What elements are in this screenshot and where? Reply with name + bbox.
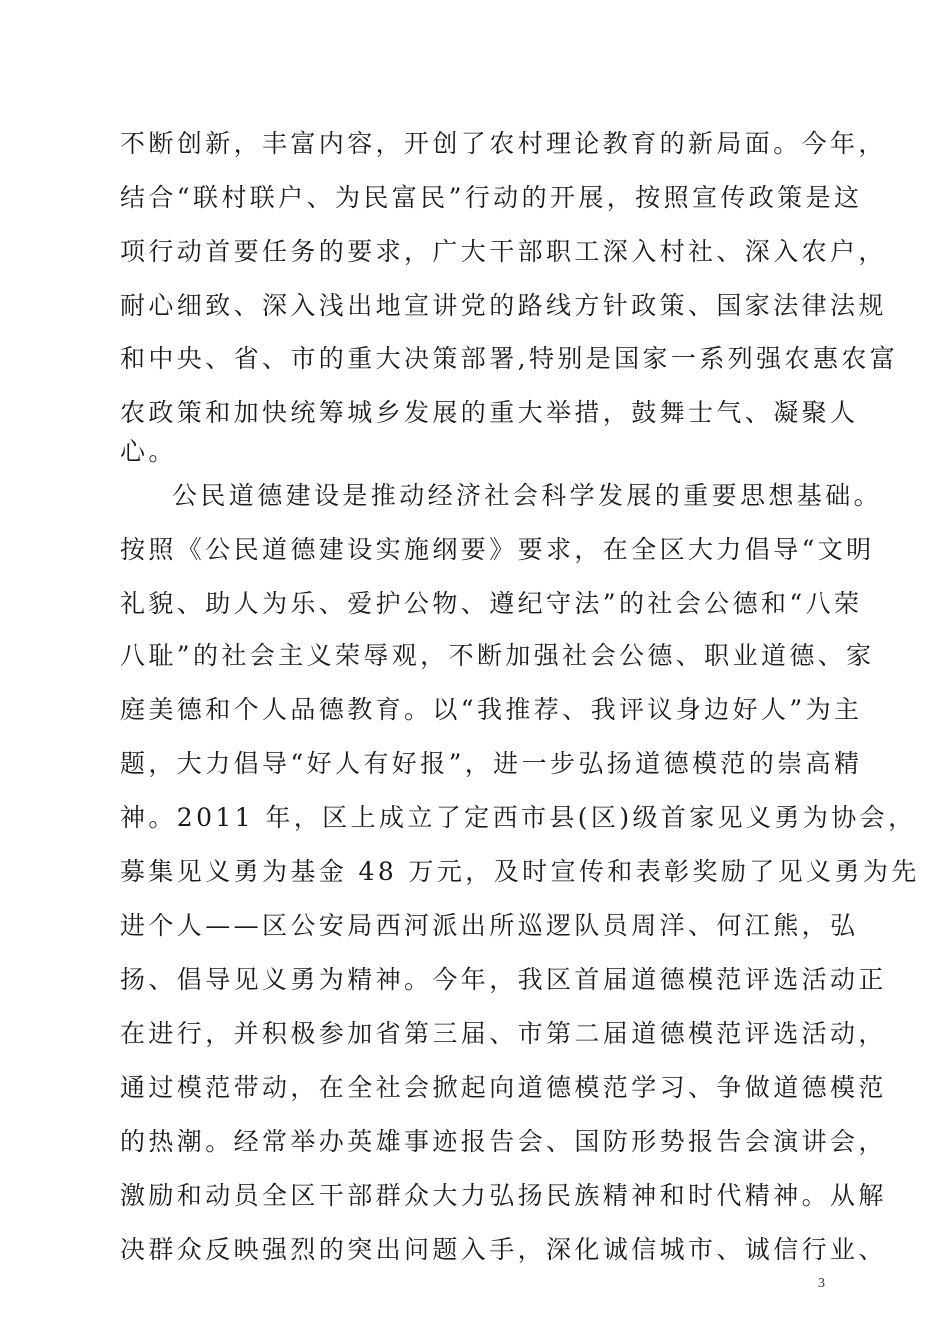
body-line-18: 在进行，并积极参加省第三届、市第二届道德模范评选活动， [120,1019,887,1048]
body-line-14: 神。2011 年，区上成立了定西市县(区)级首家见义勇为协会， [120,803,917,832]
body-line-1: 不断创新，丰富内容，开创了农村理论教育的新局面。今年， [120,129,887,158]
body-line-22: 决群众反映强烈的突出问题入手，深化诚信城市、诚信行业、 [120,1235,887,1264]
body-line-17: 扬、倡导见义勇为精神。今年，我区首届道德模范评选活动正 [120,965,887,994]
body-line-19: 通过模范带动，在全社会掀起向道德模范学习、争做道德模范 [120,1073,887,1102]
body-line-11: 八耻”的社会主义荣辱观，不断加强社会公德、职业道德、家 [120,641,875,670]
body-line-16: 进个人——区公安局西河派出所巡逻队员周洋、何江熊，弘 [120,911,859,940]
body-line-4: 耐心细致、深入浅出地宣讲党的路线方针政策、国家法律法规 [120,291,887,320]
body-line-10: 礼貌、助人为乐、爱护公物、遵纪守法”的社会公德和“八荣 [120,589,863,618]
body-line-2: 结合“联村联户、为民富民”行动的开展，按照宣传政策是这 [120,183,863,212]
body-line-5: 和中央、省、市的重大决策部署,特别是国家一系列强农惠农富 [120,344,899,373]
body-line-3: 项行动首要任务的要求，广大干部职工深入村社、深入农户， [120,237,887,266]
body-line-20: 的热潮。经常举办英雄事迹报告会、国防形势报告会演讲会， [120,1127,887,1156]
body-line-12: 庭美德和个人品德教育。以“我推荐、我评议身边好人”为主 [120,695,863,724]
paragraph-2-first-line: 公民道德建设是推动经济社会科学发展的重要思想基础。 [172,481,883,510]
body-line-9: 按照《公民道德建设实施纲要》要求，在全区大力倡导“文明 [120,535,875,564]
body-line-21: 激励和动员全区干部群众大力弘扬民族精神和时代精神。从解 [120,1181,887,1210]
body-line-13: 题，大力倡导“好人有好报”，进一步弘扬道德模范的崇高精 [120,749,863,778]
body-line-6: 农政策和加快统筹城乡发展的重大举措，鼓舞士气、凝聚人 [120,398,859,427]
body-line-15: 募集见义勇为基金 48 万元，及时宣传和表彰奖励了见义勇为先 [120,857,920,886]
body-line-7: 心。 [120,437,177,466]
page-number: 3 [818,1276,825,1291]
